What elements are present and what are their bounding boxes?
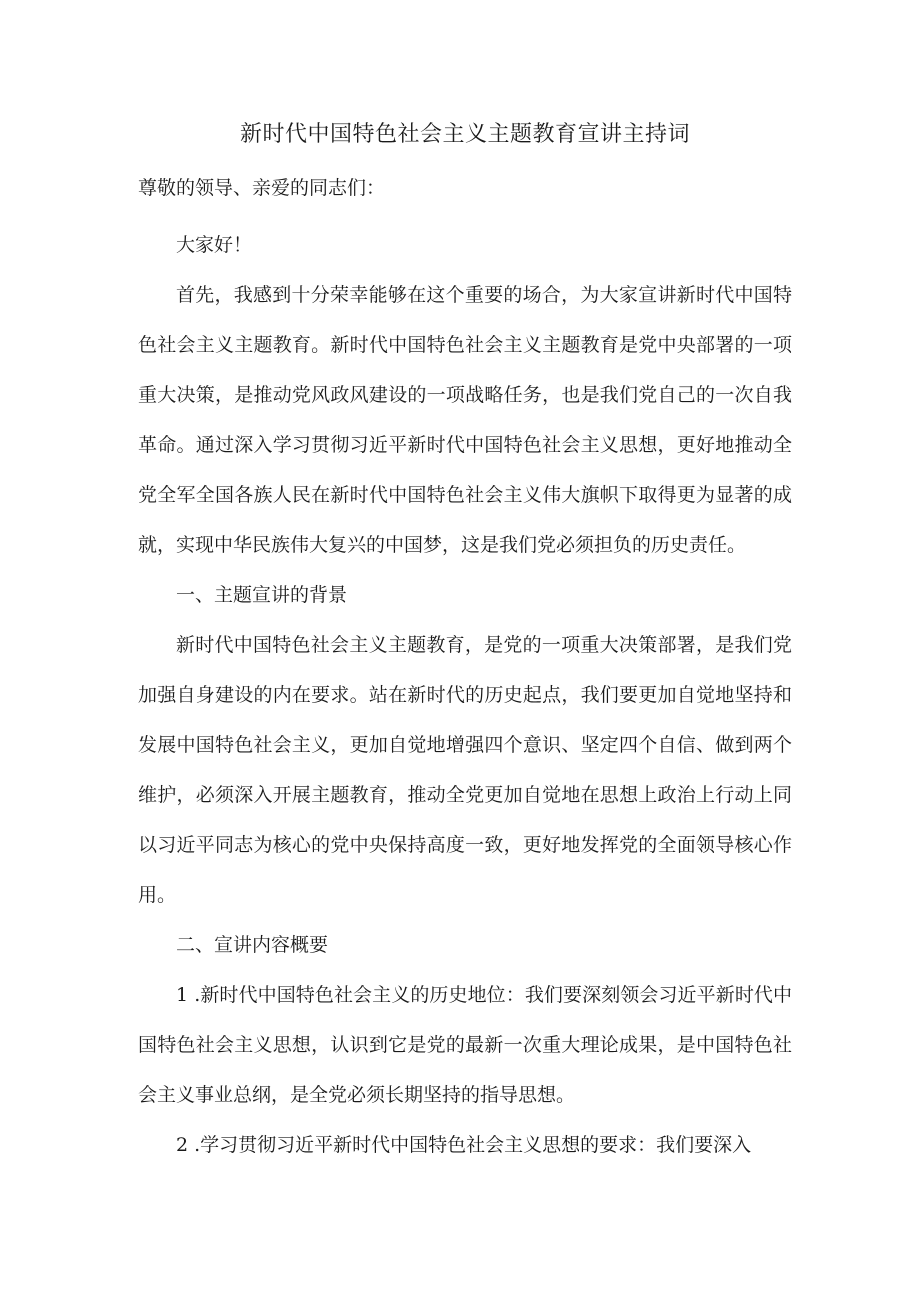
intro-paragraph: 首先，我感到十分荣幸能够在这个重要的场合，为大家宣讲新时代中国特色社会主义主题教育。新时代中国特色社会主义主题教育是党中央部署的一项重大决策，是推动党风政风建设的一项战略任务，也是我们党自己的一次自我革命。通过深入学习贯彻习近平新时代中国特色社会主义思想，更好地推动全党全军全国各族人民在新时代中国特色社会主义伟大旗帜下取得更为显著的成就，实现中华民族伟大复兴的中国梦，这是我们党必须担负的历史责任。 [138,284,792,556]
list-item-2: 2 .学习贯彻习近平新时代中国特色社会主义思想的要求：我们要深入 [176,1134,752,1156]
salutation: 尊敬的领导、亲爱的同志们： [138,177,386,199]
document-title: 新时代中国特色社会主义主题教育宣讲主持词 [239,122,690,147]
greeting: 大家好！ [176,234,253,256]
section-2-heading: 二、宣讲内容概要 [176,934,329,956]
section-1-heading: 一、主题宣讲的背景 [176,584,348,606]
section-1-body: 新时代中国特色社会主义主题教育，是党的一项重大决策部署，是我们党加强自身建设的内在要求。站在新时代的历史起点，我们要更加自觉地坚持和发展中国特色社会主义，更加自觉地增强四个意识、坚定四个自信、做到两个维护，必须深入开展主题教育，推动全党更加自觉地在思想上政治上行动上同以习近平同志为核心的党中央保持高度一致，更好地发挥党的全面领导核心作用。 [138,634,792,906]
list-item-1: 1 .新时代中国特色社会主义的历史地位：我们要深刻领会习近平新时代中国特色社会主义思想，认识到它是党的最新一次重大理论成果，是中国特色社会主义事业总纲，是全党必须长期坚持的指导思想。 [138,984,792,1106]
